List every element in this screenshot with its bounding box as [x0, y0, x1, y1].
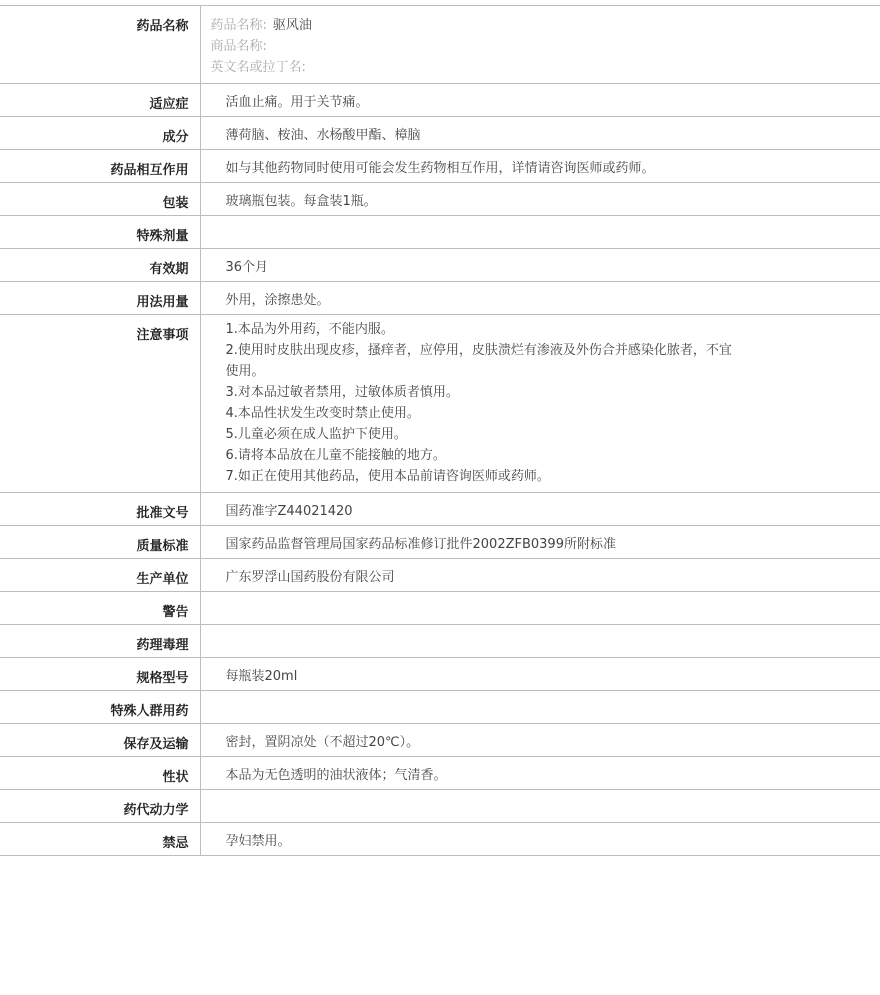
row-value-special-dose — [200, 216, 880, 249]
row-label-standard: 质量标准 — [0, 526, 200, 559]
trade-name-key: 商品名称: — [211, 39, 267, 54]
table-row-special-population — [0, 691, 880, 724]
precaution-line: 5.儿童必须在成人监护下使用。 — [226, 424, 880, 445]
row-label-approval: 批准文号 — [0, 493, 200, 526]
row-label-special-dose: 特殊剂量 — [0, 216, 200, 249]
table-row-expiry — [0, 249, 880, 282]
table-row-special-dose — [0, 216, 880, 249]
table-row-package — [0, 183, 880, 216]
row-label-manufacturer: 生产单位 — [0, 559, 200, 592]
row-label-precautions: 注意事项 — [0, 315, 200, 493]
row-label-usage: 用法用量 — [0, 282, 200, 315]
table-row-approval — [0, 493, 880, 526]
row-value-special-population — [200, 691, 880, 724]
drug-info-sheet — [0, 5, 880, 856]
table-row-precautions — [0, 315, 880, 493]
table-row-manufacturer — [0, 559, 880, 592]
precaution-line: 7.如正在使用其他药品，使用本品前请咨询医师或药师。 — [226, 466, 880, 487]
row-label-indication: 适应症 — [0, 84, 200, 117]
row-value-spec: 每瓶装20ml — [200, 658, 880, 691]
row-value-contraindications: 孕妇禁用。 — [200, 823, 880, 856]
row-value-pharmacokinetics — [200, 790, 880, 823]
latin-name-key: 英文名或拉丁名: — [211, 60, 306, 75]
table-row-spec — [0, 658, 880, 691]
row-label-warning: 警告 — [0, 592, 200, 625]
row-value-storage: 密封，置阴凉处（不超过20℃）。 — [200, 724, 880, 757]
table-row-standard — [0, 526, 880, 559]
precaution-line: 2.使用时皮肤出现皮疹，搔痒者，应停用，皮肤溃烂有渗液及外伤合并感染化脓者，不宜 — [226, 340, 880, 361]
row-value-ingredients: 薄荷脑、桉油、水杨酸甲酯、樟脑 — [200, 117, 880, 150]
row-value-appearance: 本品为无色透明的油状液体；气清香。 — [200, 757, 880, 790]
table-row-appearance — [0, 757, 880, 790]
table-row-indication — [0, 84, 880, 117]
table-row-interaction — [0, 150, 880, 183]
row-label-ingredients: 成分 — [0, 117, 200, 150]
row-label-spec: 规格型号 — [0, 658, 200, 691]
row-value-manufacturer: 广东罗浮山国药股份有限公司 — [200, 559, 880, 592]
row-value-approval: 国药准字Z44021420 — [200, 493, 880, 526]
row-value-pharmacology — [200, 625, 880, 658]
table-row-usage — [0, 282, 880, 315]
row-value-warning — [200, 592, 880, 625]
row-label-expiry: 有效期 — [0, 249, 200, 282]
row-label-storage: 保存及运输 — [0, 724, 200, 757]
row-label-package: 包装 — [0, 183, 200, 216]
table-row-ingredients — [0, 117, 880, 150]
row-label-interaction: 药品相互作用 — [0, 150, 200, 183]
precaution-line: 1.本品为外用药，不能内服。 — [226, 319, 880, 340]
table-row-contraindications — [0, 823, 880, 856]
row-value-interaction: 如与其他药物同时使用可能会发生药物相互作用，详情请咨询医师或药师。 — [200, 150, 880, 183]
generic-name-key: 药品名称: — [211, 18, 267, 33]
generic-name-line — [211, 15, 880, 36]
table-row-pharmacology — [0, 625, 880, 658]
row-value-indication: 活血止痛。用于关节痛。 — [200, 84, 880, 117]
table-row-pharmacokinetics — [0, 790, 880, 823]
row-value-standard: 国家药品监督管理局国家药品标准修订批件2002ZFB0399所附标准 — [200, 526, 880, 559]
table-row-storage — [0, 724, 880, 757]
table-row-name — [0, 6, 880, 84]
row-value-usage: 外用，涂擦患处。 — [200, 282, 880, 315]
trade-name-line — [211, 36, 880, 57]
drug-info-table — [0, 5, 880, 856]
row-value-package: 玻璃瓶包装。每盒装1瓶。 — [200, 183, 880, 216]
row-label-special-population: 特殊人群用药 — [0, 691, 200, 724]
table-row-warning — [0, 592, 880, 625]
latin-name-line — [211, 57, 880, 78]
row-value-precautions — [200, 315, 880, 493]
row-label-appearance: 性状 — [0, 757, 200, 790]
precaution-line: 使用。 — [226, 361, 880, 382]
row-label-name: 药品名称 — [0, 6, 200, 84]
row-label-contraindications: 禁忌 — [0, 823, 200, 856]
precaution-line: 4.本品性状发生改变时禁止使用。 — [226, 403, 880, 424]
row-label-pharmacology: 药理毒理 — [0, 625, 200, 658]
row-label-pharmacokinetics: 药代动力学 — [0, 790, 200, 823]
generic-name-value: 驱风油 — [273, 18, 312, 33]
row-value-expiry: 36个月 — [200, 249, 880, 282]
precaution-line: 3.对本品过敏者禁用，过敏体质者慎用。 — [226, 382, 880, 403]
precaution-line: 6.请将本品放在儿童不能接触的地方。 — [226, 445, 880, 466]
row-value-name — [200, 6, 880, 84]
